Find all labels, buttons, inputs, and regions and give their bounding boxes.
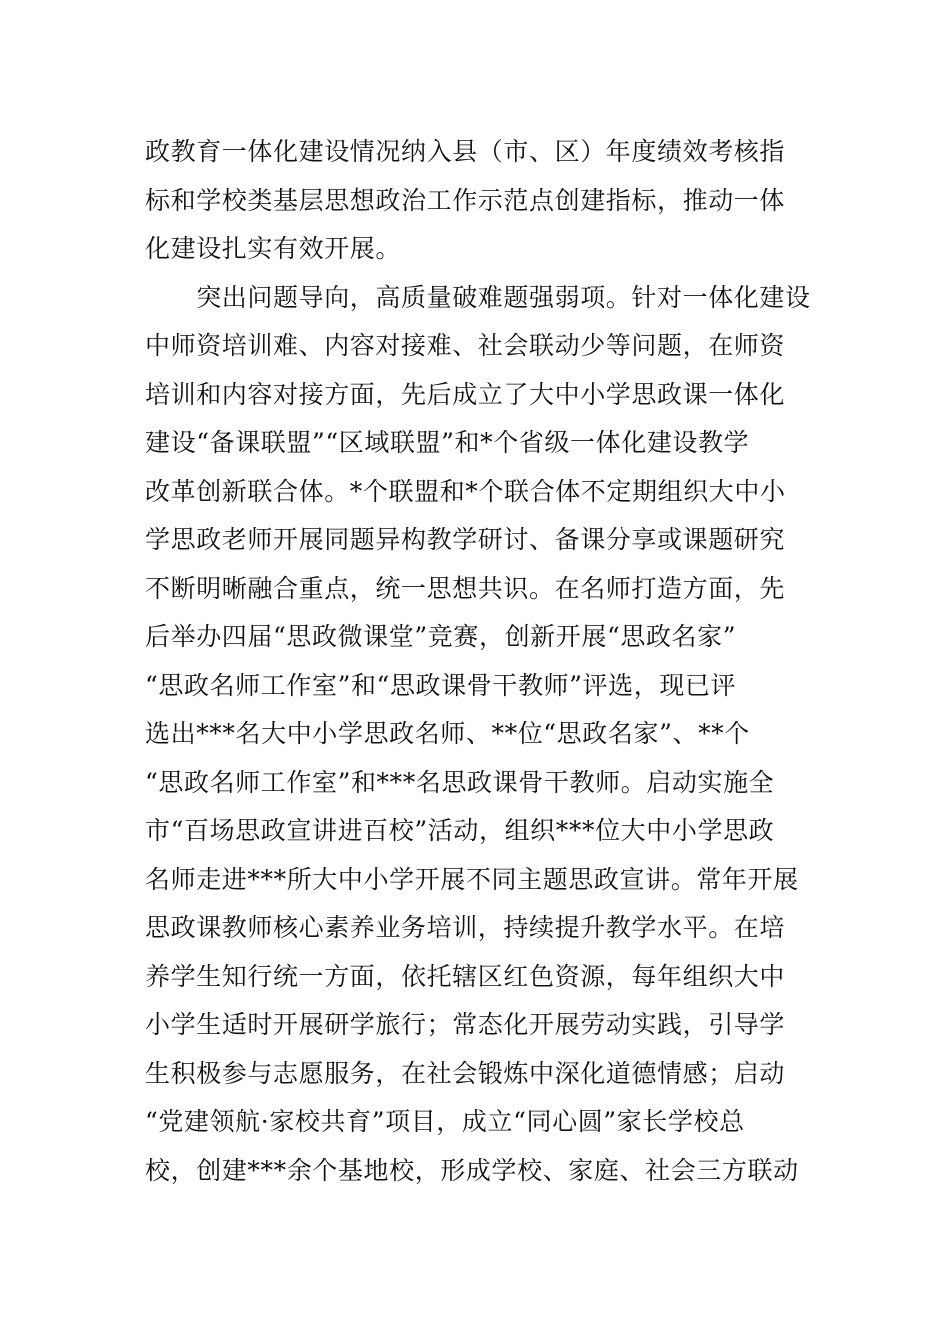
- text-line: 校，创建***余个基地校，形成学校、家庭、社会三方联动: [145, 1155, 799, 1185]
- text-line: 小学生适时开展研学旅行；常态化开展劳动实践，引导学: [145, 1010, 786, 1039]
- text-line: “思政名师工作室”和***名思政课骨干教师。启动实施全: [145, 767, 775, 797]
- text-line: “党建领航·家校共育”项目，成立“同心圆”家长学校总: [145, 1107, 745, 1136]
- text-line: 学思政老师开展同题异构教学研讨、备课分享或课题研究: [145, 525, 786, 554]
- text-line: 市“百场思政宣讲进百校”活动，组织***位大中小学思政: [145, 816, 775, 845]
- text-line: 名师走进***所大中小学开展不同主题思政宣讲。常年开展: [145, 864, 799, 894]
- text-line: 生积极参与志愿服务，在社会锻炼中深化道德情感；启动: [145, 1058, 786, 1088]
- text-line: 改革创新联合体。*个联盟和*个联合体不定期组织大中小: [145, 476, 786, 506]
- text-line: “思政名师工作室”和“思政课骨干教师”评选，现已评: [145, 670, 737, 700]
- text-line: 培训和内容对接方面，先后成立了大中小学思政课一体化: [145, 379, 786, 409]
- text-line: 思政课教师核心素养业务培训，持续提升教学水平。在培: [145, 913, 786, 942]
- text-line: 不断明晰融合重点，统一思想共识。在名师打造方面，先: [145, 573, 786, 603]
- text-line: 中师资培训难、内容对接难、社会联动少等问题，在师资: [145, 331, 786, 360]
- text-line: 后举办四届“思政微课堂”竞赛，创新开展“思政名家”: [145, 622, 737, 651]
- text-line: 养学生知行统一方面，依托辖区红色资源，每年组织大中: [145, 961, 786, 991]
- text-line: 选出***名大中小学思政名师、**位“思政名家”、**个: [145, 719, 750, 748]
- text-line: 突出问题导向，高质量破难题强弱项。针对一体化建设: [145, 282, 811, 312]
- text-line: 化建设扎实有效开展。: [145, 234, 402, 263]
- text-line: 标和学校类基层思想政治工作示范点创建指标，推动一体: [145, 185, 786, 215]
- text-line: 政教育一体化建设情况纳入县（市、区）年度绩效考核指: [145, 137, 786, 166]
- body-text: [145, 128, 815, 1195]
- text-line: 建设“备课联盟”“区域联盟”和*个省级一体化建设教学: [145, 428, 750, 457]
